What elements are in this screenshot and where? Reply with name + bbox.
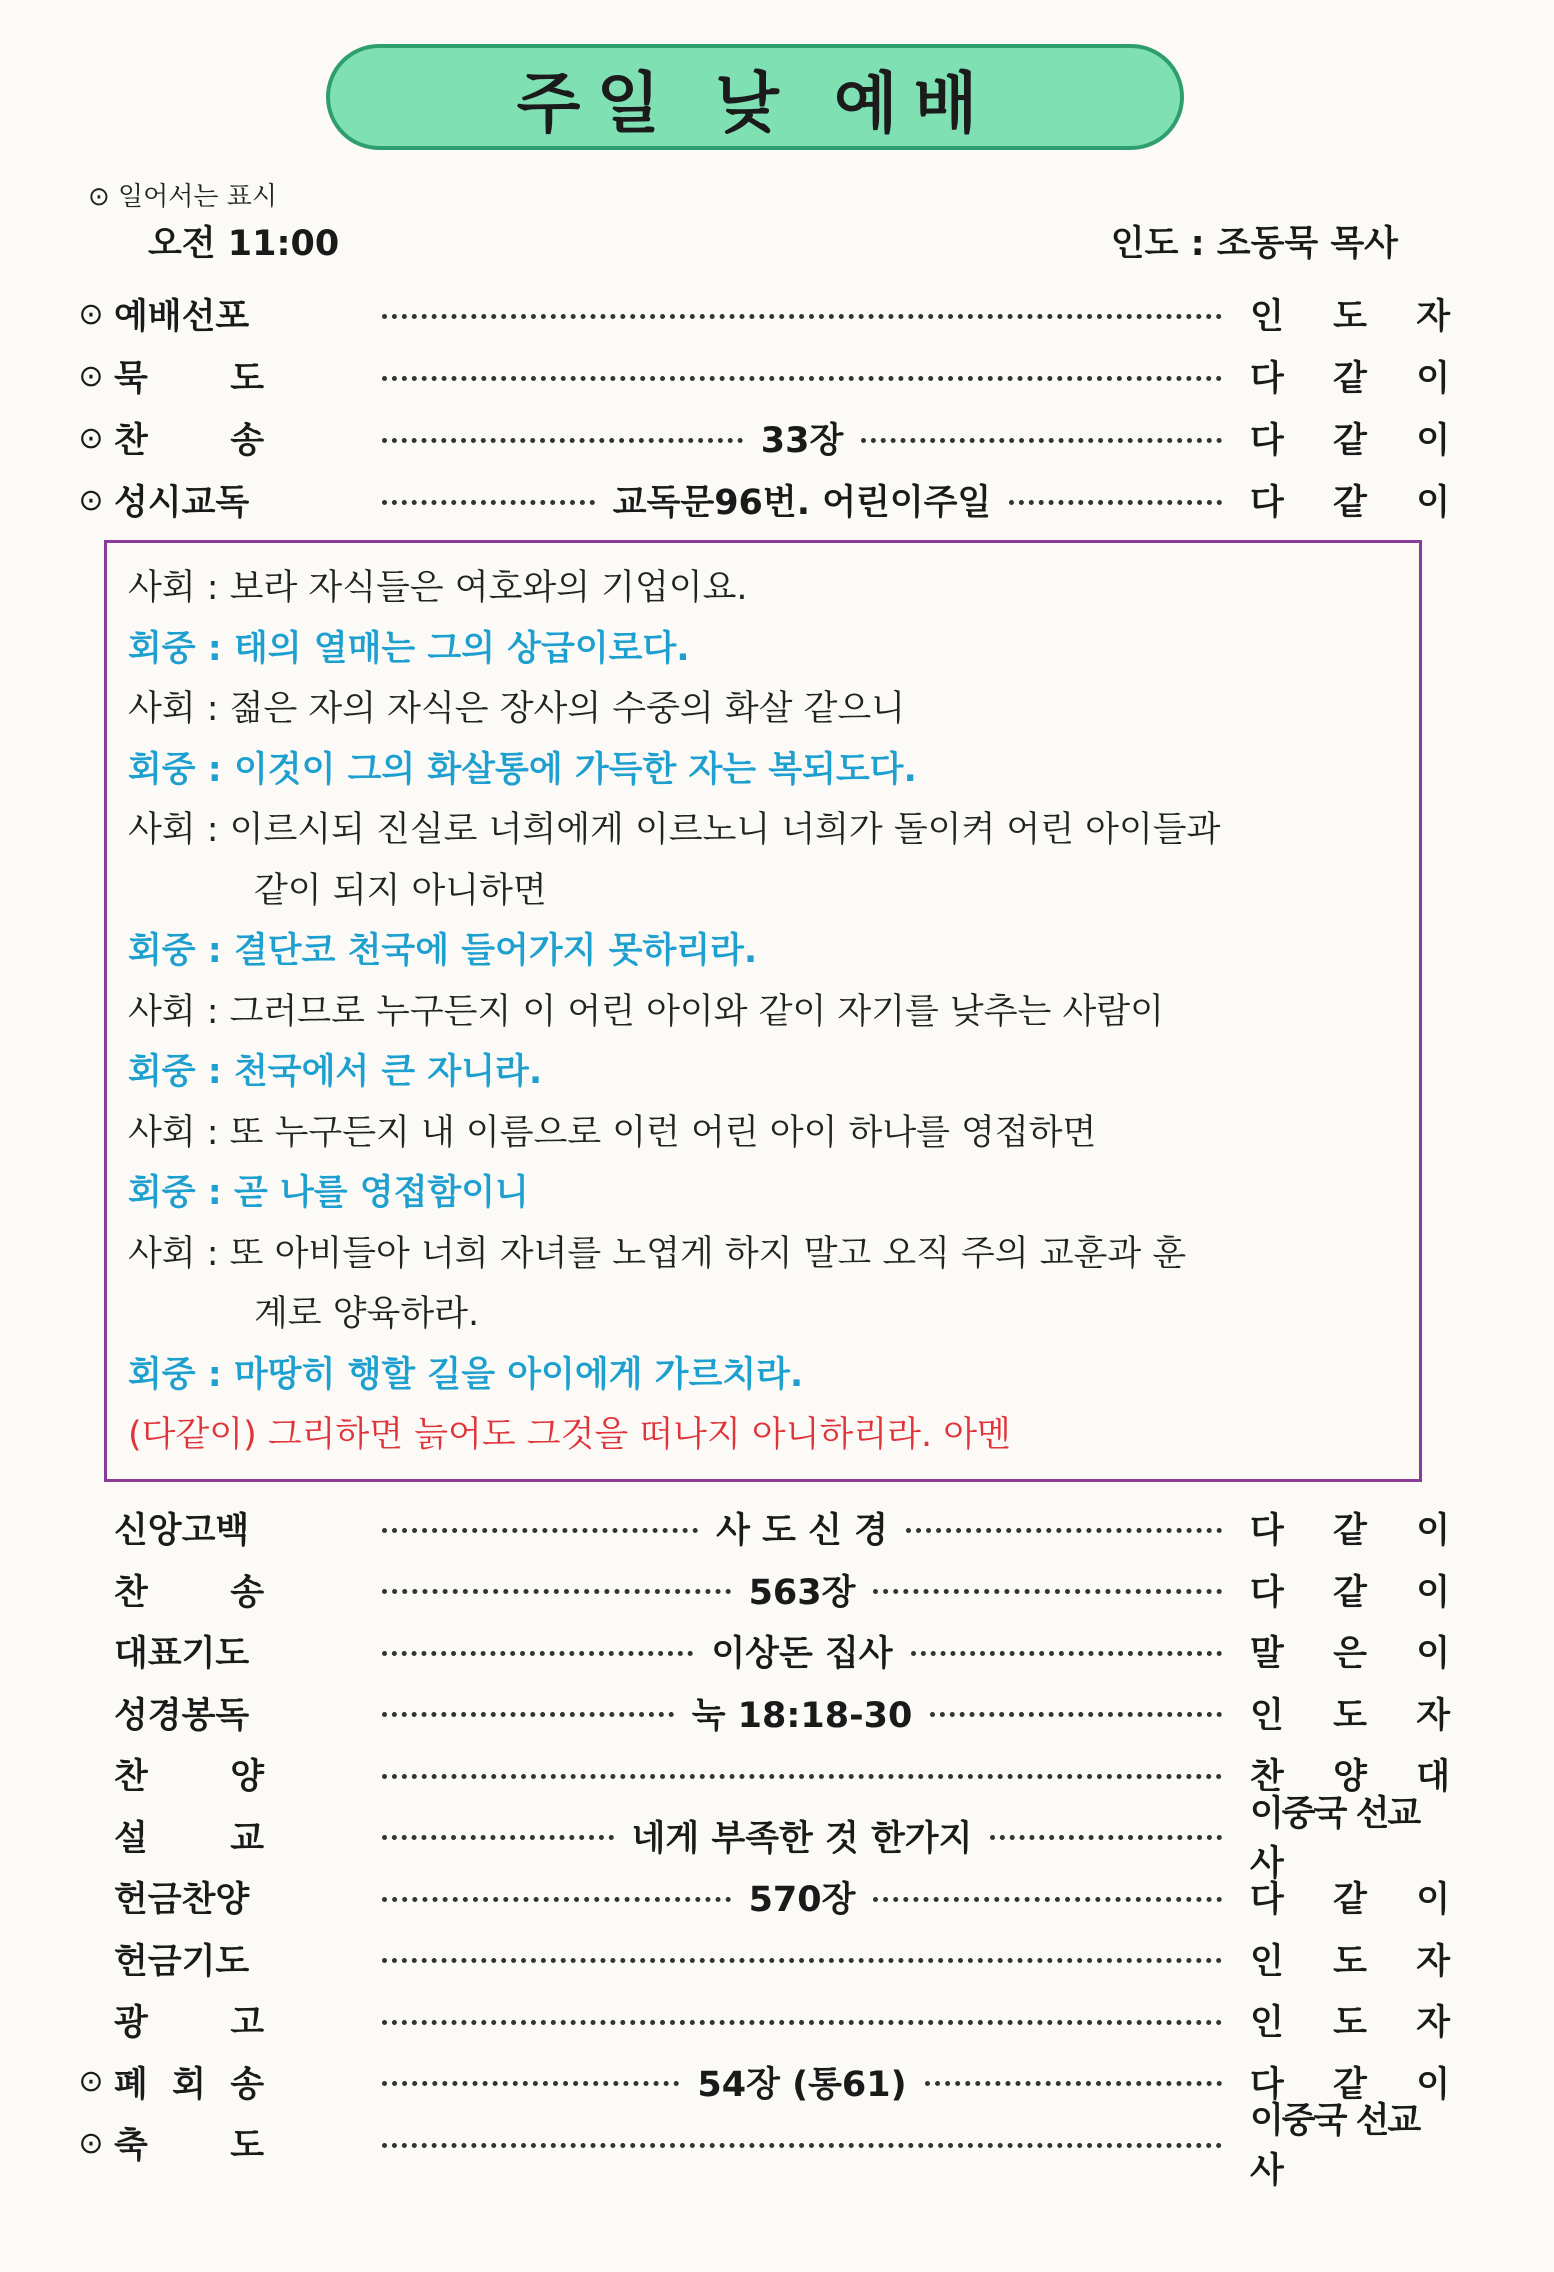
responsible-part: 이 [1416,1511,1450,1551]
leader-dots [382,1897,731,1902]
order-item-responsible [1250,1688,1450,1738]
responsible-part: 도 [1333,1941,1367,1982]
detail-text: 네게 부족한 것 한가지 [631,1818,973,1859]
reading-line: 회중 : 천국에서 큰 자니라. [128,1052,543,1092]
order-item-detail [382,1500,1222,1556]
name-part: 설 [114,1818,148,1859]
order-item-name [114,2057,264,2107]
order-item-responsible [1250,1934,1450,1984]
order-item-detail [382,1562,1222,1618]
responsible-part: 이중국 선교사 [1250,2101,1420,2191]
order-item-responsible [1250,289,1450,339]
detail-text: 교독문96번. 어린이주일 [612,483,992,523]
order-row [72,1562,1450,1618]
name-part: 찬 [114,1757,148,1797]
order-item-detail [382,410,1222,466]
detail-text: 눅 18:18-30 [691,1695,913,1736]
leader-dots [382,500,595,505]
name-part: 송 [230,1572,264,1613]
responsible-part: 자 [1416,1941,1450,1982]
name-part: 도 [230,2126,264,2166]
reading-line: 회중 : 마땅히 행할 길을 아이에게 가르치라. [128,1354,804,1395]
name-part: 신앙고백 [114,1511,250,1551]
order-row [72,2054,1450,2110]
leader-dots [930,1712,1222,1717]
responsible-part: 자 [1416,1695,1450,1736]
standing-mark: ⊙ [78,2064,104,2099]
responsible-part: 양 [1333,1757,1367,1797]
order-item-name [114,475,264,525]
detail-text: 570장 [748,1880,856,1920]
order-item-name [114,1626,264,1676]
responsible-part: 은 [1333,1634,1367,1674]
responsible-part: 이 [1416,421,1450,461]
order-row [72,2101,1444,2191]
name-part: 축 [114,2126,148,2166]
responsible-part: 다 [1250,421,1284,461]
reading-line: 계로 양육하라. [254,1294,480,1334]
responsible-part: 인 [1250,1941,1284,1982]
order-item-name [114,1811,264,1861]
order-item-responsible [1250,413,1450,463]
standing-legend: ⊙ 일어서는 표시 [88,182,278,212]
responsible-part: 이 [1416,1880,1450,1920]
order-row [72,1500,1450,1556]
order-item-name [114,351,264,401]
reading-line: (다같이) 그리하면 늙어도 그것을 떠나지 아니하리라. 아멘 [128,1415,1011,1455]
responsible-part: 같 [1333,421,1367,461]
name-part: 폐 [114,2064,148,2105]
responsible-part: 다 [1250,1880,1284,1920]
responsible-part: 같 [1333,359,1367,399]
responsible-part: 도 [1333,1695,1367,1736]
order-row [72,1746,1450,1802]
standing-mark: ⊙ [78,296,104,332]
order-item-responsible [1250,1565,1450,1615]
reading-line: 회중 : 곧 나를 영접함이니 [128,1173,529,1213]
name-part: 찬 [114,1572,148,1613]
leader-dots [382,2020,1222,2025]
leader-dots [382,376,1222,381]
responsible-part: 이중국 선교사 [1250,1793,1420,1884]
leader-dots [382,1958,1222,1963]
responsible-part: 다 [1250,1572,1284,1613]
responsible-part: 이 [1416,359,1450,399]
order-item-responsible [1250,1626,1450,1676]
name-part: 묵 [114,359,148,399]
order-item-name [114,2118,264,2168]
responsible-part: 인 [1250,2003,1284,2043]
order-item-detail [382,1746,1222,1802]
responsible-part: 이 [1416,2064,1450,2105]
order-item-detail [382,1685,1222,1741]
order-row [72,1793,1444,1884]
leader-dots [990,1835,1222,1840]
responsible-part: 자 [1416,2003,1450,2043]
detail-text: 563장 [748,1572,856,1613]
leader-dots [906,1528,1222,1533]
order-item-detail [382,348,1222,404]
order-row [72,348,1450,404]
leader-dots [925,2081,1222,2086]
name-part: 성시교독 [114,483,250,523]
leader-dots [382,1835,614,1840]
name-part: 송 [230,421,264,461]
responsible-part: 인 [1250,297,1284,337]
reading-line: 회중 : 결단코 천국에 들어가지 못하리라. [128,931,758,971]
responsible-part: 이 [1416,483,1450,523]
responsible-part: 같 [1333,2064,1367,2105]
order-item-name [114,1749,264,1799]
standing-mark: ⊙ [78,2125,104,2161]
detail-text: 54장 (통61) [697,2064,907,2105]
responsible-part: 자 [1416,297,1450,337]
leader-dots [873,1589,1222,1594]
responsible-part: 다 [1250,359,1284,399]
responsible-part: 인 [1250,1695,1284,1736]
standing-mark: ⊙ [78,482,104,518]
order-item-name [114,1565,264,1615]
order-item-detail [382,286,1222,342]
order-item-detail [382,2054,1222,2110]
order-item-name [114,1688,264,1738]
leader-dots [382,2143,1222,2148]
service-time: 오전 11:00 [148,224,340,264]
responsible-part: 이 [1416,1572,1450,1613]
leader-dots [382,1589,731,1594]
order-item-name [114,1872,264,1922]
leader-dots [382,1712,674,1717]
reading-line: 사회 : 또 아비들아 너희 자녀를 노엽게 하지 말고 오직 주의 교훈과 훈 [128,1233,1187,1274]
order-item-name [114,289,264,339]
order-item-name [114,1995,264,2045]
order-row [72,472,1450,528]
detail-text: 33장 [760,421,844,461]
responsible-part: 대 [1416,1757,1450,1797]
responsible-part: 같 [1333,1880,1367,1920]
order-item-name [114,413,264,463]
reading-line: 같이 되지 아니하면 [254,870,547,911]
name-part: 송 [230,2064,264,2105]
order-item-responsible [1250,1995,1450,2045]
order-item-detail [382,1808,1222,1864]
page-title: 주일 낮 예배 [516,64,994,142]
responsible-part: 같 [1333,483,1367,523]
name-part: 헌금기도 [114,1941,250,1982]
order-item-detail [382,1869,1222,1925]
service-leader: 인도 : 조동묵 목사 [1110,224,1398,264]
leader-dots [861,438,1222,443]
reading-line: 회중 : 이것이 그의 화살통에 가득한 자는 복되도다. [128,749,917,790]
responsible-part: 말 [1250,1634,1284,1674]
name-part: 대표기도 [114,1634,250,1674]
reading-line: 사회 : 그러므로 누구든지 이 어린 아이와 같이 자기를 낮추는 사람이 [128,991,1164,1032]
order-item-detail [382,2115,1222,2171]
order-item-name [114,1503,264,1553]
order-item-responsible [1250,2093,1450,2193]
order-item-responsible [1250,1872,1450,1922]
order-item-responsible [1250,475,1450,525]
name-part: 회 [172,2064,206,2105]
order-row [72,1992,1450,2048]
name-part: 헌금찬양 [114,1880,250,1920]
responsible-part: 같 [1333,1572,1367,1613]
responsible-part: 다 [1250,1511,1284,1551]
leader-dots [382,1774,1222,1779]
responsible-part: 이 [1416,1634,1450,1674]
leader-dots [911,1651,1222,1656]
order-item-detail [382,472,1222,528]
title-banner [326,44,1184,150]
standing-mark: ⊙ [78,358,104,394]
detail-text: 이상돈 집사 [711,1634,893,1674]
order-item-detail [382,1992,1222,2048]
name-part: 양 [230,1757,264,1797]
name-part: 광 [114,2003,148,2043]
responsible-part: 찬 [1250,1757,1284,1797]
name-part: 성경봉독 [114,1695,250,1736]
leader-dots [382,438,743,443]
responsible-part: 다 [1250,2064,1284,2105]
order-item-detail [382,1623,1222,1679]
order-item-detail [382,1931,1222,1987]
name-part: 예배선포 [114,297,250,337]
reading-line: 사회 : 젊은 자의 자식은 장사의 수중의 화살 같으니 [128,689,905,729]
name-part: 교 [230,1818,264,1859]
leader-dots [382,314,1222,319]
order-item-name [114,1934,264,1984]
leader-dots [382,2081,679,2086]
order-item-responsible [1250,1503,1450,1553]
responsible-part: 도 [1333,297,1367,337]
leader-dots [382,1651,693,1656]
responsible-part: 다 [1250,483,1284,523]
leader-dots [1009,500,1222,505]
name-part: 고 [230,2003,264,2043]
order-row [72,410,1450,466]
order-row [72,1931,1450,1987]
name-part: 도 [230,359,264,399]
reading-line: 회중 : 태의 열매는 그의 상급이로다. [128,628,690,669]
reading-line: 사회 : 이르시되 진실로 너희에게 이르노니 너희가 돌이켜 어린 아이들과 [128,810,1221,850]
reading-line: 사회 : 또 누구든지 내 이름으로 이런 어린 아이 하나를 영접하면 [128,1112,1097,1153]
detail-text: 사 도 신 경 [716,1511,888,1551]
order-row [72,1869,1450,1925]
standing-mark: ⊙ [78,420,104,456]
order-row [72,286,1450,342]
leader-dots [873,1897,1222,1902]
order-item-responsible [1250,351,1450,401]
responsible-part: 같 [1333,1511,1367,1551]
leader-dots [382,1528,698,1533]
reading-line: 사회 : 보라 자식들은 여호와의 기업이요. [128,568,748,608]
name-part: 찬 [114,421,148,461]
order-row [72,1623,1450,1679]
responsible-part: 도 [1333,2003,1367,2043]
order-row [72,1685,1450,1741]
